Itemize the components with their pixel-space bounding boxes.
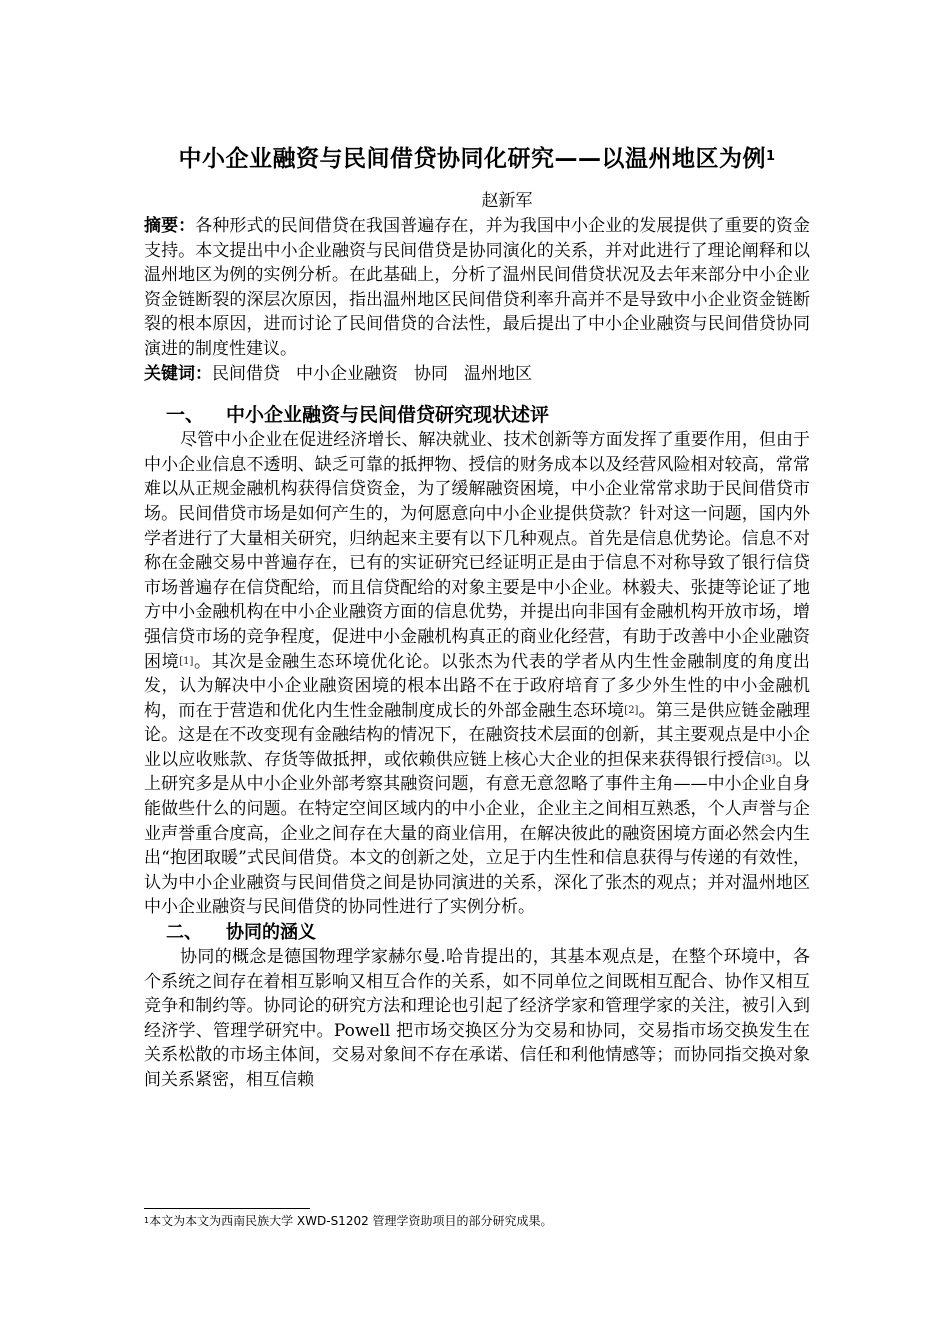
paper-title: 中小企业融资与民间借贷协同化研究——以温州地区为例$^1$ — [178, 146, 776, 172]
citation-ref: [3] — [761, 753, 776, 765]
section-number: 二、 — [166, 922, 202, 944]
footnote-text: 本文为本文为西南民族大学 XWD-S1202 管理学资助项目的部分研究成果。 — [149, 1214, 553, 1228]
section-heading-2 — [166, 920, 810, 945]
footnote-divider — [144, 1208, 310, 1209]
title-footnote-mark: 1 — [765, 149, 776, 164]
section-number: 一、 — [166, 404, 205, 427]
footnote-mark: 1 — [144, 1216, 150, 1225]
footnote — [144, 1213, 553, 1229]
keyword: 协同 — [414, 363, 448, 384]
abstract-label: 摘要： — [144, 216, 196, 236]
abstract — [144, 214, 810, 362]
abstract-text: 各种形式的民间借贷在我国普遍存在，并为我国中小企业的发展提供了重要的资金支持。本文提出中小企业融资与民间借贷是协同演化的关系，并对此进行了理论阐释和以温州地区为例的实例分析。在此基础上，分析了温州民间借贷状况及去年来部分中小企业资金链断裂的深层次原因，指出温州地区民间借贷利率升高并不是导致中小企业资金链断裂的根本原因，进而讨论了民间借贷的合法性，最后提出了中小企业融资与民间借贷协同演进的制度性建议。 — [144, 216, 811, 359]
document-page — [144, 142, 810, 1093]
section-title: 协同的涵义 — [226, 922, 316, 944]
author-name: 赵新军 — [481, 191, 533, 211]
section-heading-1 — [166, 402, 810, 428]
keyword: 温州地区 — [464, 363, 532, 384]
citation-ref: [1] — [179, 655, 194, 667]
section-2-paragraph: 协同的概念是德国物理学家赫尔曼.哈肯提出的，其基本观点是，在整个环境中，各个系统之间存在着相互影响又相互合作的关系，如不同单位之间既相互配合、协作又相互竞争和制约等。协同论的研究方法和理论也引起了经济学家和管理学家的关注，被引入到经济学、管理学研究中。Powell 把市场交换区分为交易和协同，交易指市场交换发生在关系松散的市场主体间，交易对象间不存在承诺、信任和利他情感等；而协同指交换对象间关系紧密，相互信赖 — [144, 947, 810, 1090]
keywords — [144, 362, 810, 387]
citation-ref: [2] — [624, 704, 639, 716]
keyword: 民间借贷 — [212, 363, 280, 384]
section-title: 中小企业融资与民间借贷研究现状述评 — [226, 404, 550, 427]
section-1-paragraph: 尽管中小企业在促进经济增长、解决就业、技术创新等方面发挥了重要作用，但由于中小企业信息不透明、缺乏可靠的抵押物、授信的财务成本以及经营风险相对较高，常常难以从正规金融机构获得信贷资金，为了缓解融资困境，中小企业常常求助于民间借贷市场。民间借贷市场是如何产生的，为何愿意向中小企业提供贷款？针对这一问题，国内外学者进行了大量相关研究，归纳起来主要有以下几种观点。首先是信息优势论。信息不对称在金融交易中普遍存在，已有的实证研究已经证明正是由于信息不对称导致了银行信贷市场普遍存在信贷配给，而且信贷配给的对象主要是中小企业。林毅夫、张捷等论证了地方中小金融机构在中小企业融资方面的信息优势，并提出向非国有金融机构开放市场，增强信贷市场的竞争程度，促进中小金融机构真正的商业化经营，有助于改善中小企业融资困境[1]。其次是金融生态环境优化论。以张杰为代表的学者从内生性金融制度的角度出发，认为解决中小企业融资困境的根本出路不在于政府培育了多少外生性的中小金融机构，而在于营造和优化内生性金融制度成长的外部金融生态环境[2]。第三是供应链金融理论。这是在不改变现有金融结构的情况下，在融资技术层面的创新，其主要观点是中小企业以应收账款、存货等做抵押，或依赖供应链上核心大企业的担保来获得银行授信[3]。以上研究多是从中小企业外部考察其融资问题，有意无意忽略了事件主角——中小企业自身能做些什么的问题。在特定空间区域内的中小企业，企业主之间相互熟悉，个人声誉与企业声誉重合度高，企业之间存在大量的商业信用，在解决彼此的融资困境方面必然会内生出“抱团取暖”式民间借贷。本文的创新之处，立足于内生性和信息获得与传递的有效性，认为中小企业融资与民间借贷之间是协同演进的关系，深化了张杰的观点；并对温州地区中小企业融资与民间借贷的协同性进行了实例分析。 — [144, 430, 811, 918]
keywords-label: 关键词： — [144, 363, 212, 384]
keyword: 中小企业融资 — [296, 363, 398, 384]
